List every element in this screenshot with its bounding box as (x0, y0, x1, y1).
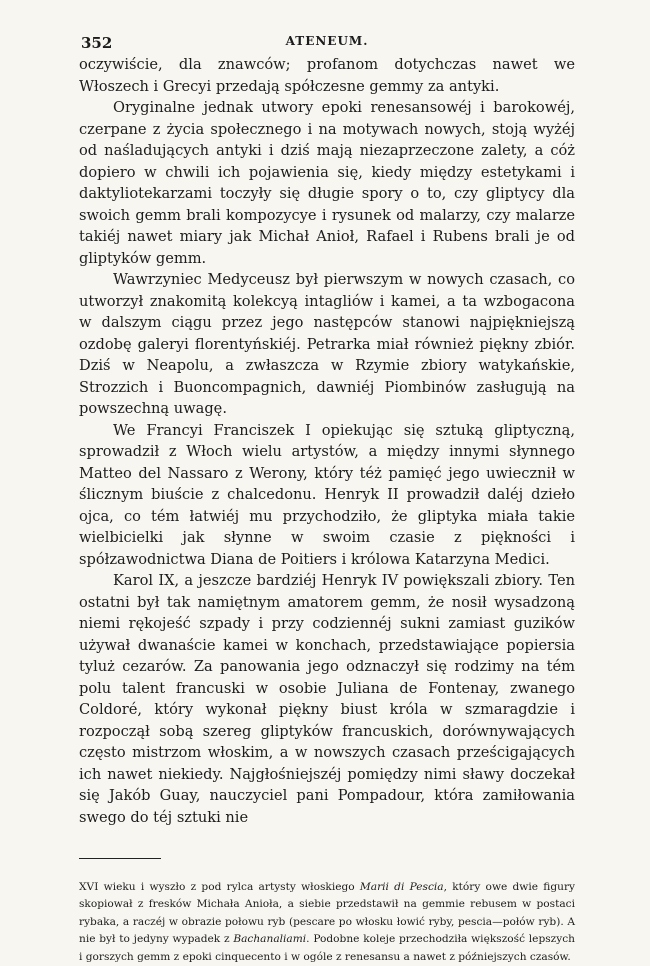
body-text (79, 54, 575, 828)
footnote-divider (79, 858, 161, 859)
footnote-text-1: XVI wieku i wyszło z pod rylca artysty włoskiego (79, 881, 360, 893)
footnote (79, 879, 575, 966)
footnote-italic-1: Marii di Pescia (359, 881, 444, 893)
page-number: 352 (81, 34, 113, 52)
paragraph-2: Oryginalne jednak utwory epoki renesansowéj i barokowéj, czerpane z życia społecznego i na motywach nowych, stoją wyżéj od naśladujących antyki i dziś mają niezaprzeczone zalety, a cóż dopiero w chwili ich pojawienia się, kiedy między estetykami i daktyliotekarzami toczyły się długie spory o to, czy gliptycy dla swoich gemm brali kompozycye i rysunek od malarzy, czy malarze takiéj nawet miary jak Michał Anioł, Rafael i Rubens brali je od gliptyków gemm. (79, 99, 575, 267)
paragraph-1: oczywiście, dla znawców; profanom dotychczas nawet we Włoszech i Grecyi przedają spółczesne gemmy za antyki. (79, 56, 575, 95)
page-header (79, 28, 575, 54)
running-title: ATENEUM. (285, 34, 369, 48)
paragraph-5: Karol IX, a jeszcze bardziéj Henryk IV powiększali zbiory. Ten ostatni był tak namiętnym amatorem gemm, że nosił wysadzoną niemi rękojeść szpady i przy codziennéj sukni zamiast guzików używał dwanaście kamei w konchach, przedstawiające popiersia tyluż cezarów. Za panowania jego odznaczył się rodzimy na tém polu talent francuski w osobie Juliana de Fontenay, zwanego Coldoré, który wykonał piękny biust króla w szmaragdzie i rozpoczął sobą szereg gliptyków francuskich, dorównywających często mistrzom włoskim, a w nowszych czasach prześcigających ich nawet niekiedy. Najgłośniejszéj pomiędzy nimi sławy doczekał się Jakób Guay, nauczyciel pani Pompadour, która zamiłowania swego do téj sztuki nie (79, 572, 575, 826)
paragraph-4: We Francyi Franciszek I opiekując się sztuką gliptyczną, sprowadził z Włoch wielu artystów, a między innymi słynnego Matteo del Nassaro z Werony, który téż pamięć jego uwiecznił w ślicznym biuście z chalcedonu. Henryk II prowadził daléj dzieło ojca, co tém łatwiéj mu przychodziło, że gliptyka miała takie wielbicielki jak słynne w swoim czasie z piękności i spółzawodnictwa Diana de Poitiers i królowa Katarzyna Medici. (79, 421, 575, 568)
paragraph-3: Wawrzyniec Medyceusz był pierwszym w nowych czasach, co utworzył znakomitą kolekcyą intagliów i kamei, a ta wzbogacona w dalszym ciągu przez jego następców stanowi najpiękniejszą ozdobę galeryi florentyńskiéj. Petrarka miał również piękny zbiór. Dziś w Neapolu, a zwłaszcza w Rzymie zbiory watykańskie, Strozzich i Buoncompagnich, dawniéj Piombinów zasługują na powszechną uwagę. (79, 271, 575, 417)
footnote-text-2: , który owe dwie figury skopiował z fresków Michała Anioła, a siebie przedstawił na gemmie rebusem w postaci rybaka, a raczéj w obrazie połowu ryb (pescare po włosku łowić ryby, pescia—połów ryb). A nie był to jedyny wypadek z (79, 881, 575, 946)
footnote-italic-2: Bachanaliami (233, 933, 307, 946)
footnote-text-3: . Podobne koleje przechodziła większość lepszych i gorszych gemm z epoki cinquecento i w ogóle z renesansu a nawet z późniejszych czasów. (79, 933, 575, 963)
book-page (79, 28, 575, 966)
